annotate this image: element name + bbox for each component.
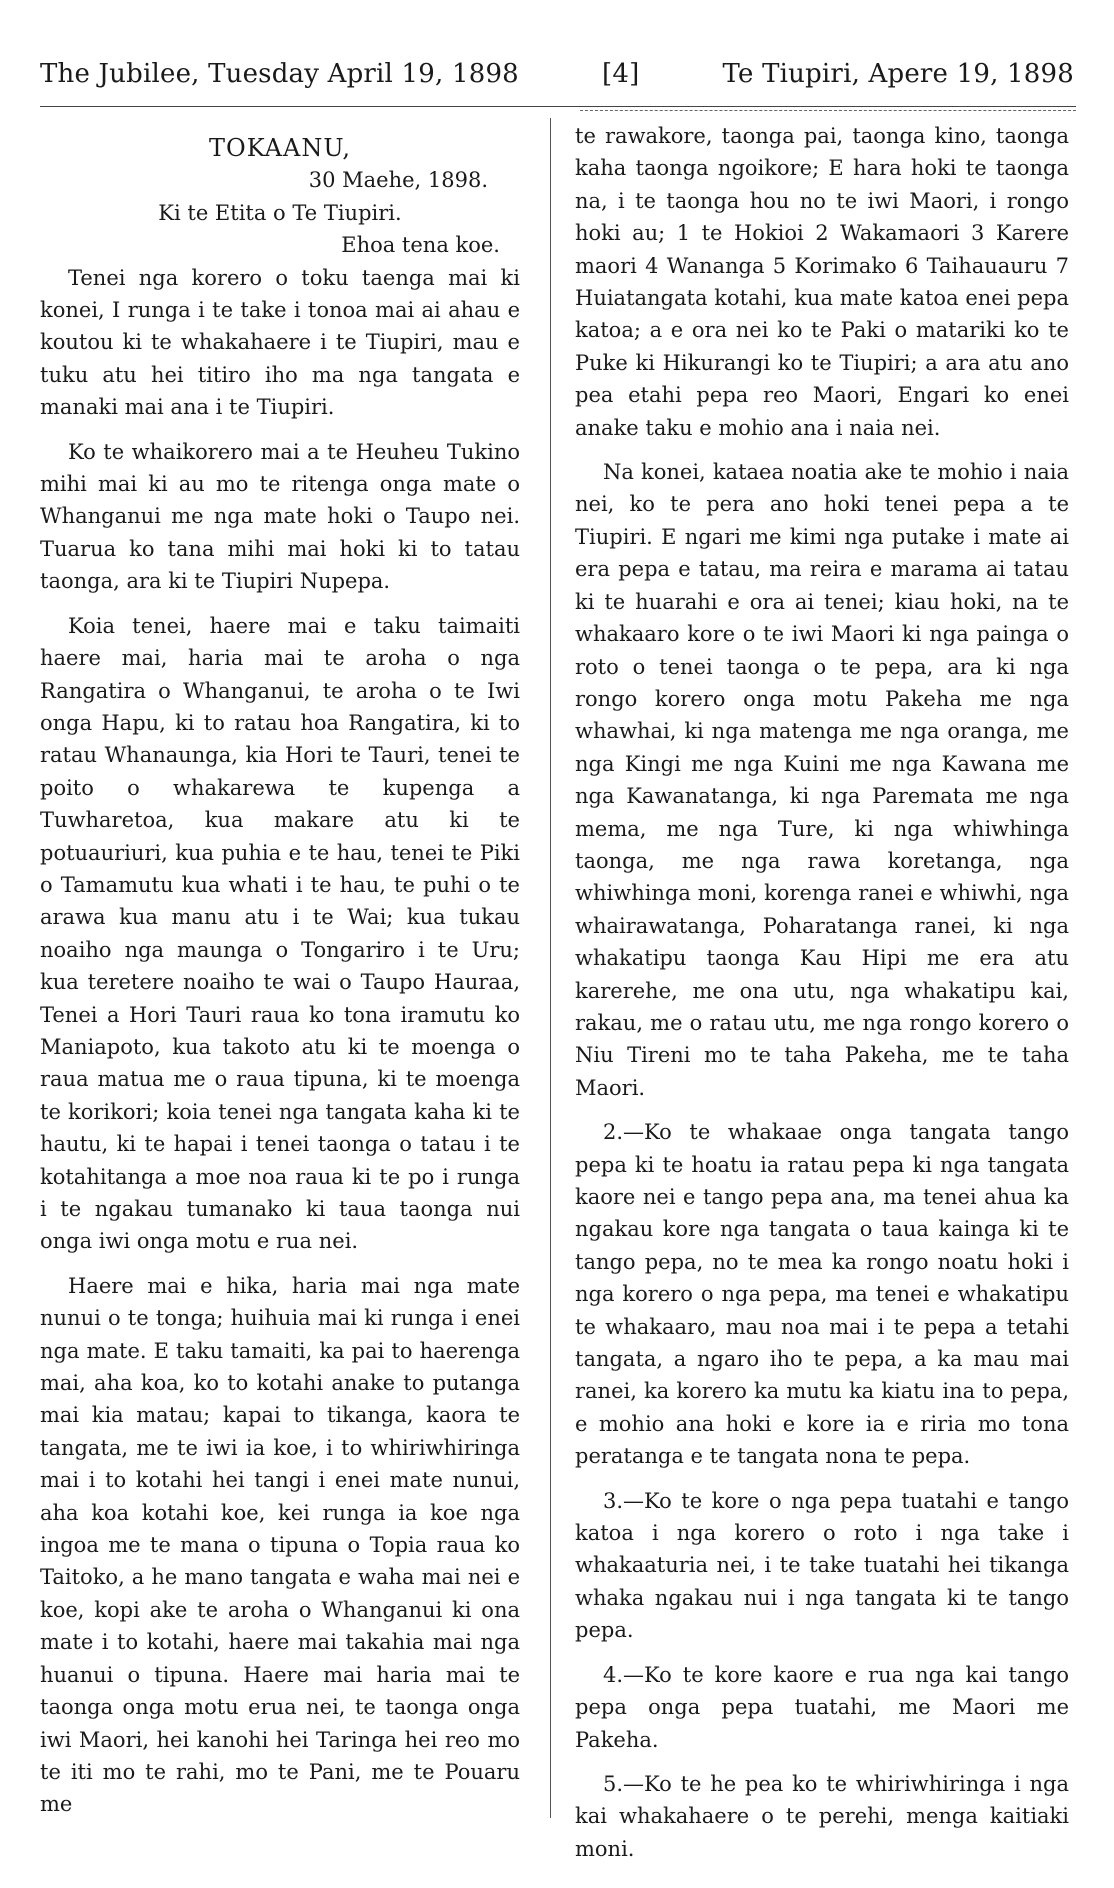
point-3: 3.—Ko te kore o nga pepa tuatahi e tango katoa i nga korero o roto i nga take i whakaaturia nei, i te take tuatahi hei tikanga whaka ngakau nui i nga tangata ki te tango pepa. [575,1488,1069,1643]
left-column [40,120,520,1833]
letter-place: TOKAANU, [209,134,351,162]
point-2: 2.—Ko te whakaae onga tangata tango pepa ki te hoatu ia ratau pepa ki nga tangata kaore nei e tango pepa ana, ma tenei ahua ka ngakau kore nga tangata o taua kainga ki te tango pepa, no te mea ka rongo noatu hoki i nga korero o nga pepa, ma tenei e whakatipu te whakaaro, mau noa mai i te pepa a tetahi tangata, a ngaro iho te pepa, a ka mau mai ranei, ka korero ka mutu ka kiatu ina to pepa, e mohio ana hoki e kore ia e riria mo tona peratanga e te tangata nona te pepa. [575,1120,1069,1469]
page-number: [4] [602,59,640,89]
letter-greeting: Ehoa tena koe. [341,233,500,258]
paragraph-5: Na konei, kataea noatia ake te mohio i naia nei, ko te pera ano hoki tenei pepa a te Tiupiri. E ngari me kimi nga putake i mate ai era pepa e tatau, ma reira e marama ai tatau ki te huarahi e ora ai tenei; kiau hoki, na te whakaaro kore o te iwi Maori ki nga painga o roto o tenei taonga o te pepa, ara ki nga rongo korero onga motu Pakeha me nga whawhai, ki nga matenga me nga oranga, me nga Kingi me nga Kuini me nga Kawana me nga Kawanatanga, ki nga Paremata me nga mema, me nga Ture, ki nga whiwhinga taonga, me nga rawa koretanga, nga whiwhinga moni, korenga ranei e whiwhi, nga whairawatanga, Poharatanga ranei, ki nga whakatipu taonga Kau Hipi me era atu karerehe, me ona utu, nga whakatipu kai, rakau, me o ratau utu, me nga rongo korero o Niu Tireni mo te taha Pakeha, me te taha Maori. [575,460,1069,1100]
header-left-title: The Jubilee, Tuesday April 19, 1898 [40,59,519,89]
header-rule [40,106,1076,107]
paragraph-3: Koia tenei, haere mai e taku taimaiti haere mai, haria mai te aroha o nga Rangatira o Whanganui, te aroha o te Iwi onga Hapu, ki to ratau hoa Rangatira, ki to ratau Whanaunga, kia Hori te Tauri, tenei te poito o whakarewa te kupenga a Tuwharetoa, kua makare atu ki te potuauriuri, kua puhia e te hau, tenei te Piki o Tamamutu kua whati i te hau, te puhi o te arawa kua manu atu i te Wai; kua tukau noaiho nga maunga o Tongariro i te Uru; kua teretere noaiho te wai o Taupo Hauraa, Tenei a Hori Tauri raua ko tona iramutu ko Maniapoto, kua takoto atu ki te moenga o raua matua me o raua tipuna, ki te moenga te korikori; koia tenei nga tangata kaha ki te hautu, ki te hapai i tenei taonga o tatau i te kotahitanga a moe noa raua ki te po i runga i te ngakau tumanako ki taua taonga nui onga iwi onga motu e rua nei. [40,613,520,1254]
point-4: 4.—Ko te kore kaore e rua nga kai tango pepa onga pepa tuatahi, me Maori me Pakeha. [575,1662,1069,1752]
column-divider [550,118,551,1818]
header-right-title: Te Tiupiri, Apere 19, 1898 [722,59,1074,89]
paragraph-1: Tenei nga korero o toku taenga mai ki konei, I runga i te take i tonoa mai ai ahau e koutou ki te whakahaere i te Tiupiri, mau e tuku atu hei titiro iho ma nga tangata e manaki mai ana i te Tiupiri. [40,265,520,420]
letter-addressee: Ki te Etita o Te Tiupiri. [158,200,402,225]
letter-date: 30 Maehe, 1898. [308,168,488,193]
point-5: 5.—Ko te he pea ko te whiriwhiringa i nga kai whakahaere o te perehi, menga kaitiaki moni. [575,1771,1069,1861]
paragraph-4: Haere mai e hika, haria mai nga mate nunui o te tonga; huihuia mai ki runga i enei nga mate. E taku tamaiti, ka pai to haerenga mai, aha koa, ko to kotahi anake to putanga mai kia matau; kapai to tikanga, kaora te tangata, me te iwi ia koe, i to whiriwhiringa mai i to kotahi hei tangi i enei mate nunui, aha koa kotahi koe, kei runga ia koe nga ingoa me te mana o tipuna o Topia raua ko Taitoko, a he mano tangata e waha mai nei e koe, kopi ake te aroha o Whanganui ki ona mate i to kotahi, haere mai takahia mai nga huanui o tipuna. Haere mai haria mai te taonga onga motu erua nei, te taonga onga iwi Maori, hei kanohi hei Taringa hei reo mo te iti mo te rahi, mo te Pani, me te Pouaru me [40,1273,520,1817]
paragraph-2: Ko te whaikorero mai a te Heuheu Tukino mihi mai ki au mo te ritenga onga mate o Whanganui me nga mate hoki o Taupo nei. Tuarua ko tana mihi mai hoki ki to tatau taonga, ara ki te Tiupiri Nupepa. [40,439,520,594]
header-rule-secondary [580,110,1076,111]
running-header [40,54,1074,94]
paragraph-continued: te rawakore, taonga pai, taonga kino, taonga kaha taonga ngoikore; E hara hoki te taonga na, i te taonga hou no te iwi Maori, i rongo hoki au; 1 te Hokioi 2 Wakamaori 3 Karere maori 4 Wananga 5 Korimako 6 Taihauauru 7 Huiatangata kotahi, kua mate katoa enei pepa katoa; a e ora nei ko te Paki o matariki ko te Puke ki Hikurangi ko te Tiupiri; a ara atu ano pea etahi pepa reo Maori, Engari ko enei anake taku e mohio ana i naia nei. [575,124,1069,440]
right-column [575,120,1069,1877]
